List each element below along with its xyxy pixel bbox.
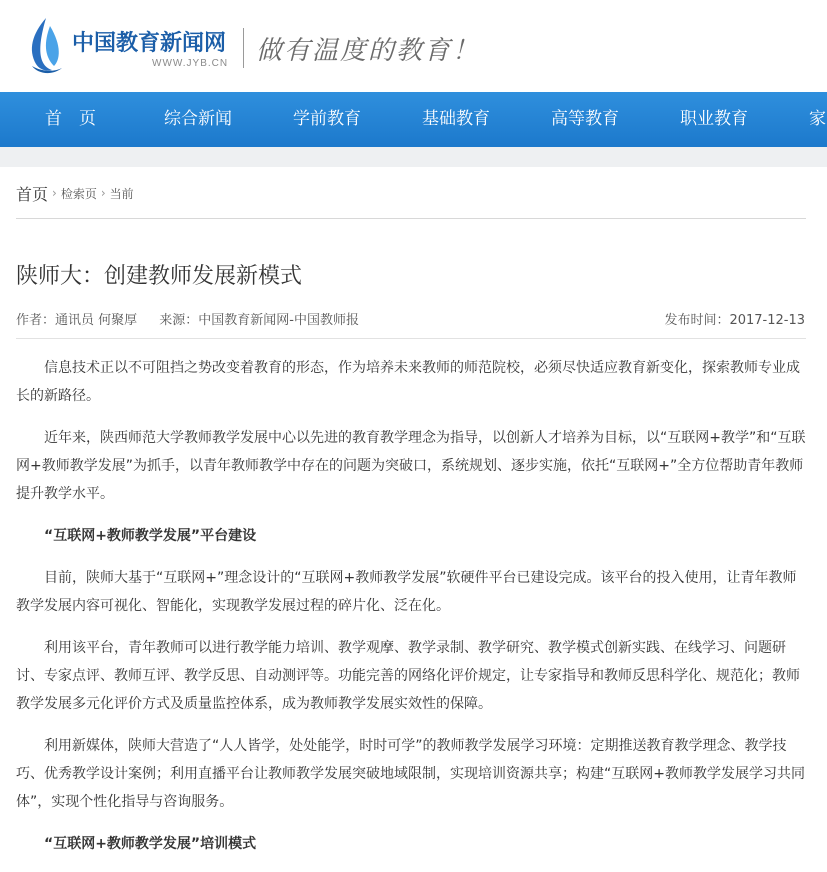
nav-item-higher-education[interactable]: 高等教育 [551, 109, 619, 129]
article-paragraph: 信息技术正以不可阻挡之势改变着教育的形态，作为培养未来教师的师范院校，必须尽快适应教育新变化，探索教师专业成长的新路径。 [16, 360, 800, 404]
chevron-right-icon: › [52, 186, 57, 200]
article-author: 作者：通讯员 何聚厚 [16, 313, 138, 328]
logo-divider [243, 28, 244, 68]
article-subheading: “互联网+教师教学发展”平台建设 [44, 528, 257, 544]
article-date: 发布时间：2017-12-13 [664, 313, 805, 328]
article-paragraph: 利用新媒体，陕师大营造了“人人皆学，处处能学，时时可学”的教师教学发展学习环境：定期推送教育教学理念、教学技巧、优秀教学设计案例；利用直播平台让教师教学发展突破地域限制，实现培训资源共享；构建“互联网+教师教学发展学习共同体”，实现个性化指导与咨询服务。 [16, 738, 805, 810]
site-slogan: 做有温度的教育！ [256, 36, 481, 66]
site-logo-text[interactable]: 中国教育新闻网 [72, 31, 227, 56]
article-body [16, 354, 806, 872]
section-gap [0, 147, 827, 167]
breadcrumb [16, 182, 134, 204]
breadcrumb-current: 当前 [109, 186, 134, 201]
nav-item-basic-education[interactable]: 基础教育 [422, 109, 490, 129]
flame-logo-icon[interactable] [24, 16, 68, 78]
article-paragraph: 近年来，陕西师范大学教师教学发展中心以先进的教育教学理念为指导，以创新人才培养为目标，以“互联网+教学”和“互联网+教师教学发展”为抓手，以青年教师教学中存在的问题为突破口，系统规划、逐步实施，依托“互联网+”全方位帮助青年教师提升教学水平。 [16, 430, 806, 502]
article-paragraph: 利用该平台，青年教师可以进行教学能力培训、教学观摩、教学录制、教学研究、教学模式创新实践、在线学习、问题研讨、专家点评、教师互评、教学反思、自动测评等。功能完善的网络化评价规定，让专家指导和教师反思科学化、规范化；教师教学发展多元化评价方式及质量监控体系，成为教师教学发展实效性的保障。 [16, 640, 800, 712]
breadcrumb-home[interactable]: 首页 [16, 184, 49, 204]
site-logo-url: WWW.JYB.CN [152, 58, 229, 69]
meta-divider [16, 338, 806, 339]
nav-item-family[interactable]: 家 [809, 109, 826, 129]
article-subheading: “互联网+教师教学发展”培训模式 [44, 836, 257, 852]
article-paragraph: 目前，陕师大基于“互联网+”理念设计的“互联网+教师教学发展”软硬件平台已建设完成。该平台的投入使用，让青年教师教学发展内容可视化、智能化，实现教学发展过程的碎片化、泛在化。 [16, 570, 797, 614]
breadcrumb-divider [16, 218, 806, 219]
article-source: 来源：中国教育新闻网-中国教师报 [159, 313, 359, 328]
nav-item-general-news[interactable]: 综合新闻 [164, 109, 232, 129]
site-header [0, 0, 827, 92]
nav-item-vocational[interactable]: 职业教育 [680, 109, 748, 129]
article-meta [16, 309, 377, 328]
article-title: 陕师大：创建教师发展新模式 [16, 264, 303, 289]
nav-item-home[interactable]: 首 页 [45, 109, 96, 129]
chevron-right-icon: › [100, 186, 106, 200]
breadcrumb-search[interactable]: 检索页 [60, 186, 97, 201]
main-nav [0, 92, 827, 147]
nav-item-preschool[interactable]: 学前教育 [293, 109, 361, 129]
